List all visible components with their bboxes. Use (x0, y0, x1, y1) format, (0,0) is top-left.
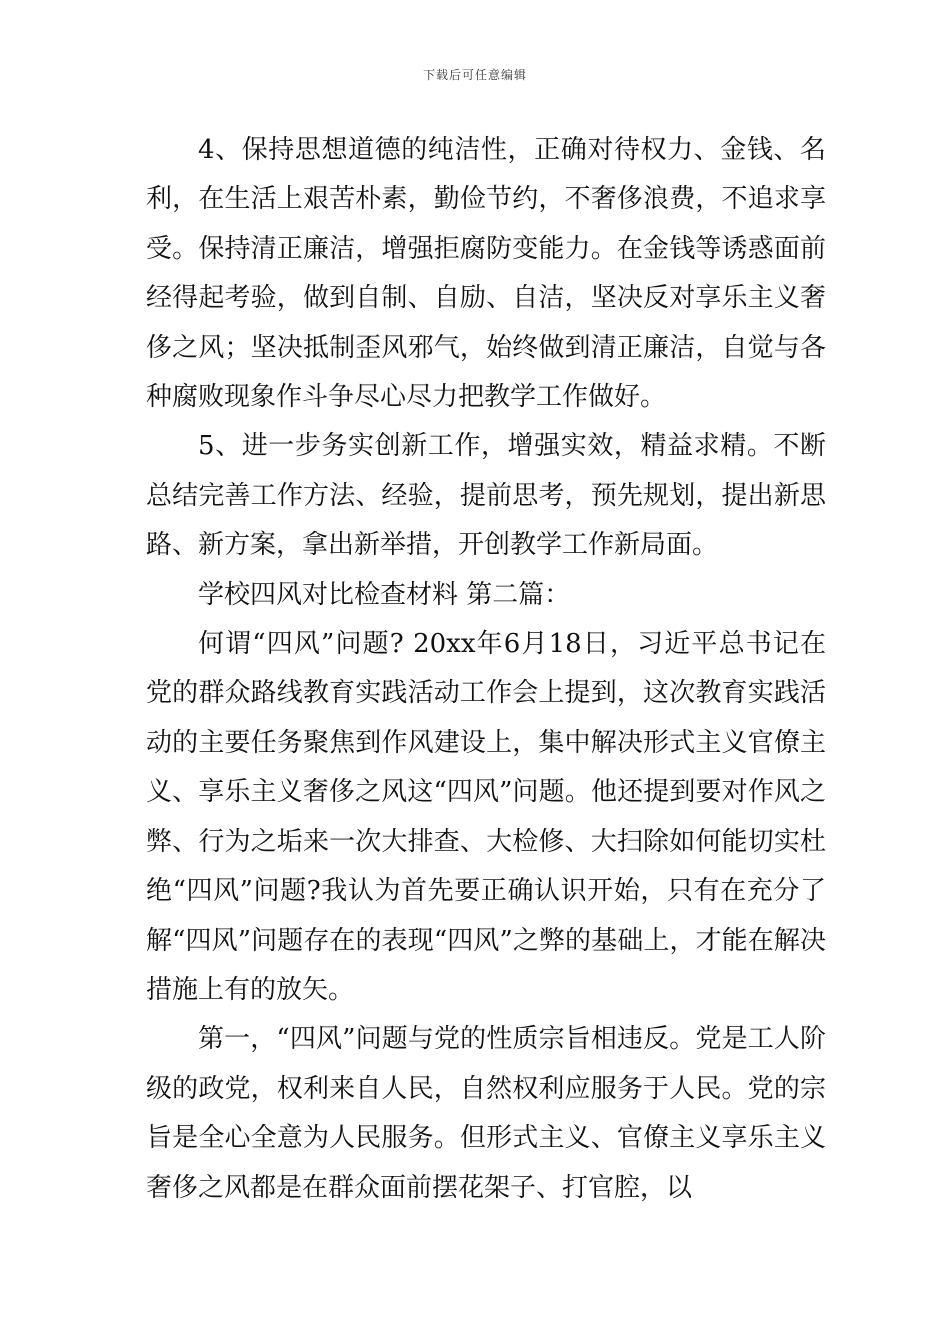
paragraph-item-5: 5、进一步务实创新工作，增强实效，精益求精。不断总结完善工作方法、经验，提前思考，预先规划，提出新思路、新方案，拿出新举措，开创教学工作新局面。 (146, 431, 826, 561)
document-body (146, 126, 826, 1213)
paragraph-item-4: 4、保持思想道德的纯洁性，正确对待权力、金钱、名利，在生活上艰苦朴素，勤俭节约，不奢侈浪费，不追求享受。保持清正廉洁，增强拒腐防变能力。在金钱等诱惑面前经得起考验，做到自制、自励、自洁，坚决反对享乐主义奢侈之风；坚决抵制歪风邪气，始终做到清正廉洁，自觉与各种腐败现象作斗争尽心尽力把教学工作做好。 (146, 135, 826, 413)
paragraph-four-winds-intro: 何谓“四风”问题? 20xx年6月18日，习近平总书记在党的群众路线教育实践活动工作会上提到，这次教育实践活动的主要任务聚焦到作风建设上，集中解决形式主义官僚主义、享乐主义奢侈之风这“四风”问题。他还提到要对作风之弊、行为之垢来一次大排查、大检修、大扫除如何能切实杜绝“四风”问题?我认为首先要正确认识开始，只有在充分了解“四风”问题存在的表现“四风”之弊的基础上，才能在解决措施上有的放矢。 (146, 629, 826, 1005)
paragraph-first-point: 第一，“四风”问题与党的性质宗旨相违反。党是工人阶级的政党，权利来自人民，自然权利应服务于人民。党的宗旨是全心全意为人民服务。但形式主义、官僚主义享乐主义奢侈之风都是在群众面前摆花架子、打官腔，以 (146, 1024, 826, 1203)
section-heading: 学校四风对比检查材料 第二篇： (198, 579, 571, 610)
page-header: 下载后可任意编辑 (422, 68, 527, 82)
